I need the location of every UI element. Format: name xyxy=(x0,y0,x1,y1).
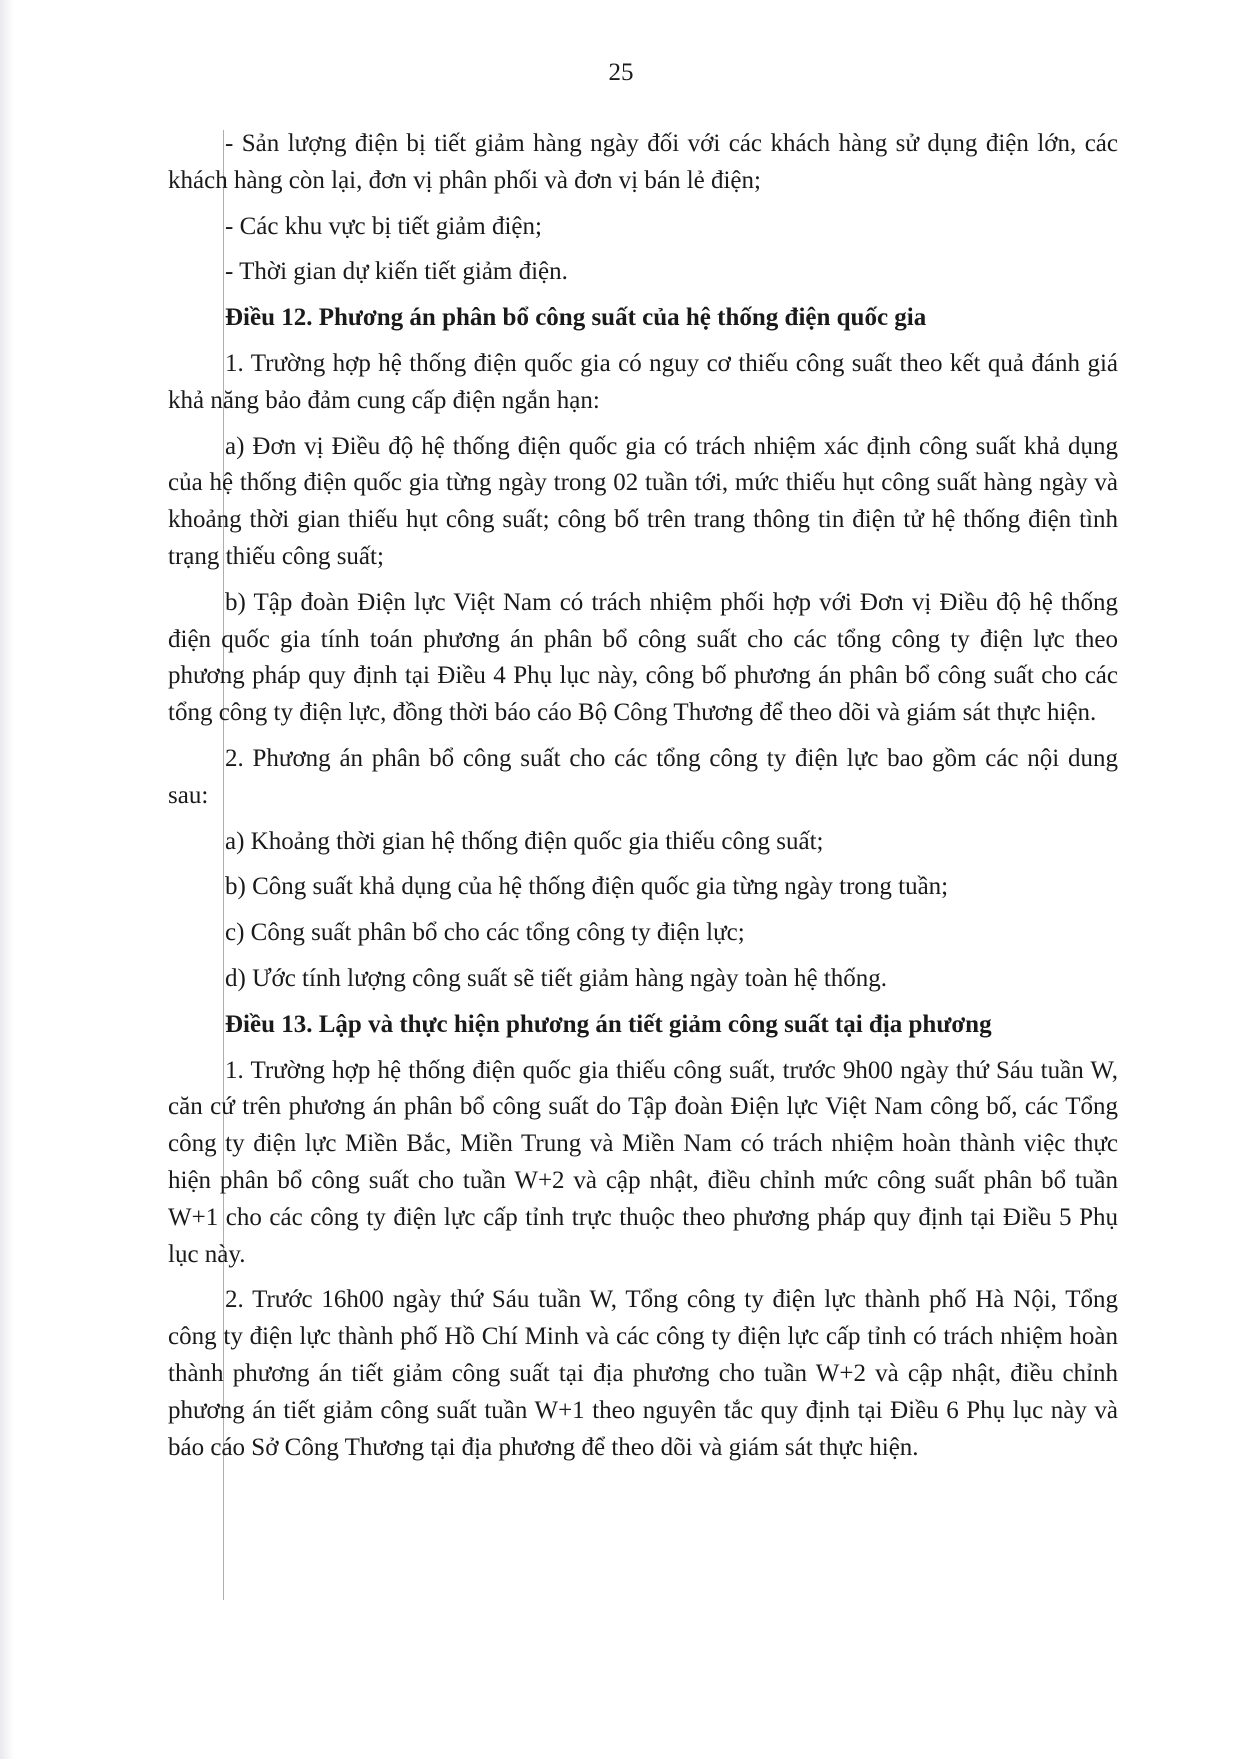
scan-edge-shadow xyxy=(0,0,14,1759)
paragraph: a) Khoảng thời gian hệ thống điện quốc gia thiếu công suất; xyxy=(225,827,824,855)
paragraph: 2. Trước 16h00 ngày thứ Sáu tuần W, Tổng công ty điện lực thành phố Hà Nội, Tổng công ty điện lực thành phố Hồ Chí Minh và các công ty điện lực cấp tỉnh có trách nhiệm hoàn thành phương án tiết giảm công suất tại địa phương cho tuần W+2 và cập nhật, điều chỉnh phương án tiết giảm công suất tuần W+1 theo nguyên tắc quy định tại Điều 6 Phụ lục này và báo cáo Sở Công Thương tại địa phương để theo dõi và giám sát thực hiện. xyxy=(168,1286,1118,1461)
article-heading: Điều 13. Lập và thực hiện phương án tiết giảm công suất tại địa phương xyxy=(225,1010,992,1038)
paragraph: a) Đơn vị Điều độ hệ thống điện quốc gia có trách nhiệm xác định công suất khả dụng của hệ thống điện quốc gia từng ngày trong 02 tuần tới, mức thiếu hụt công suất hàng ngày và khoảng thời gian thiếu hụt công suất; công bố trên trang thông tin điện tử hệ thống điện tình trạng thiếu công suất; xyxy=(168,432,1118,570)
paragraph: d) Ước tính lượng công suất sẽ tiết giảm hàng ngày toàn hệ thống. xyxy=(225,964,888,992)
paragraph: b) Công suất khả dụng của hệ thống điện quốc gia từng ngày trong tuần; xyxy=(225,873,949,901)
paragraph: - Các khu vực bị tiết giảm điện; xyxy=(225,212,542,240)
document-body xyxy=(168,126,1118,1475)
paragraph: 1. Trường hợp hệ thống điện quốc gia có nguy cơ thiếu công suất theo kết quả đánh giá khả năng bảo đảm cung cấp điện ngắn hạn: xyxy=(168,349,1118,414)
paragraph: c) Công suất phân bổ cho các tổng công ty điện lực; xyxy=(225,919,745,947)
article-heading: Điều 12. Phương án phân bổ công suất của hệ thống điện quốc gia xyxy=(225,304,927,332)
paragraph: 1. Trường hợp hệ thống điện quốc gia thiếu công suất, trước 9h00 ngày thứ Sáu tuần W, căn cứ trên phương án phân bổ công suất do Tập đoàn Điện lực Việt Nam công bố, các Tổng công ty điện lực Miền Bắc, Miền Trung và Miền Nam có trách nhiệm hoàn thành việc thực hiện phân bổ công suất cho tuần W+2 và cập nhật, điều chỉnh mức công suất phân bổ tuần W+1 cho các công ty điện lực cấp tỉnh trực thuộc theo phương pháp quy định tại Điều 5 Phụ lục này. xyxy=(168,1056,1118,1268)
paragraph: 2. Phương án phân bổ công suất cho các tổng công ty điện lực bao gồm các nội dung sau: xyxy=(168,744,1118,809)
page-number: 25 xyxy=(608,59,634,86)
paragraph: - Thời gian dự kiến tiết giảm điện. xyxy=(225,258,568,286)
paragraph: b) Tập đoàn Điện lực Việt Nam có trách nhiệm phối hợp với Đơn vị Điều độ hệ thống điện quốc gia tính toán phương án phân bổ công suất cho các tổng công ty điện lực theo phương pháp quy định tại Điều 4 Phụ lục này, công bố phương án phân bổ công suất cho các tổng công ty điện lực, đồng thời báo cáo Bộ Công Thương để theo dõi và giám sát thực hiện. xyxy=(168,588,1118,727)
paragraph: - Sản lượng điện bị tiết giảm hàng ngày đối với các khách hàng sử dụng điện lớn, các khách hàng còn lại, đơn vị phân phối và đơn vị bán lẻ điện; xyxy=(168,130,1118,194)
